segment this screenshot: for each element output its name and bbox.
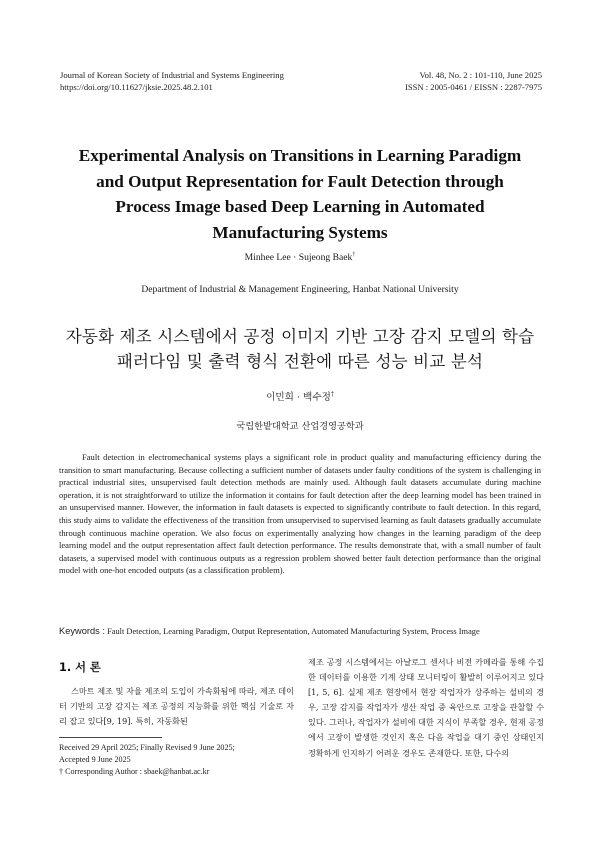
english-department: Department of Industrial & Management Engineering, Hanbat National University [141, 284, 459, 295]
english-title [48, 143, 552, 245]
issn-info: ISSN : 2005-0461 / EISSN : 2287-7975 [404, 82, 542, 92]
section-heading: 1. 서 론 [59, 661, 101, 674]
keywords-label: Keywords : [59, 626, 105, 636]
doi-link[interactable]: https://doi.org/10.11627/jksie.2025.48.2.101 [60, 82, 213, 92]
right-column-text: 제조 공정 시스템에서는 아날로그 센서나 비전 카메라를 통해 수집한 데이터를 이용한 기계 상태 모니터링이 활발히 이루어지고 있다[1, 5, 6]. 실제 제조 현장에서 현장 작업자가 상주하는 설비의 경우, 고장 감지를 작업자가 생산 작업 중 육안으로 고장을 관찰할 수 있다. 그러나, 작업자가 설비에 대한 지식이 부족할 경우, 현재 공정에서 고장이 발생한 것인지 혹은 다음 작업을 대기 중인 상태인지 정확하게 인지하기 어려운 경우도 존재한다. 또한, 다수의 [308, 657, 544, 758]
author-names: Minhee Lee · Sujeong Baek [244, 252, 353, 263]
korean-title-line: 자동화 제조 시스템에서 공정 이미지 기반 고장 감지 모델의 학습 [65, 327, 535, 346]
received-date: Received 29 April 2025; Finally Revised 9 June 2025; [59, 743, 235, 752]
journal-name: Journal of Korean Society of Industrial and Systems Engineering [60, 70, 284, 80]
left-column-text: 스마트 제조 및 자율 제조의 도입이 가속화됨에 따라, 제조 데이터 기반의 고장 감지는 제조 공정의 지능화를 위한 핵심 기술로 자리 잡고 있다[9, 19]. 특히, 자동화된 [59, 686, 294, 727]
english-title-line: and Output Representation for Fault Detection through [96, 171, 504, 191]
journal-header [60, 69, 284, 93]
accepted-date: Accepted 9 June 2025 [59, 755, 131, 765]
volume-header [405, 69, 542, 93]
korean-title-line: 패러다임 및 출력 형식 전환에 따른 성능 비교 분석 [116, 352, 484, 371]
keywords [59, 626, 549, 636]
volume-info: Vol. 48, No. 2 : 101-110, June 2025 [419, 70, 542, 80]
english-authors [0, 252, 600, 263]
author-names: 이민희 · 백수정 [266, 392, 331, 403]
korean-title [40, 324, 560, 374]
korean-authors [0, 389, 600, 403]
footnotes [59, 742, 235, 779]
korean-department: 국립한밭대학교 산업경영공학과 [236, 421, 364, 432]
corresponding-mark: † [352, 251, 356, 258]
english-title-line: Process Image based Deep Learning in Automated [115, 197, 485, 216]
corresponding-author: † Corresponding Author : sbaek@hanbat.ac.kr [59, 767, 210, 777]
abstract: Fault detection in electromechanical systems plays a significant role in product quality and manufacturing efficiency during the transition to smart manufacturing. Because collecting a sufficient number of datasets under faulty conditions of the system is challenging in practical industrial sites, unsupervised fault detection methods are mainly used. Although fault datasets accumulate during machine operation, it is not straightforward to utilize the information it contains for fault detection after the deep learning model has been trained in an unsupervised manner. However, the information in fault datasets is expected to significantly contribute to fault detection. In this regard, this study aims to validate the effectiveness of the transition from unsupervised to supervised learning as fault datasets gradually accumulate through continuous machine operation. We also focus on experimentally analyzing how changes in the learning paradigm of the deep learning model and the output representation affect fault detection performance. The results demonstrate that, with a small number of fault datasets, a supervised model with continuous outputs as a regression problem showed better fault detection performance than the original model with one-hot encoded outputs (as a classification problem). [59, 452, 541, 576]
keywords-text: Fault Detection, Learning Paradigm, Output Representation, Automated Manufacturing System, Process Image [107, 627, 480, 636]
corresponding-mark: † [330, 390, 334, 398]
english-title-line: Manufacturing Systems [212, 222, 388, 242]
english-title-line: Experimental Analysis on Transitions in Learning Paradigm [78, 146, 522, 165]
footnote-divider [59, 737, 162, 738]
